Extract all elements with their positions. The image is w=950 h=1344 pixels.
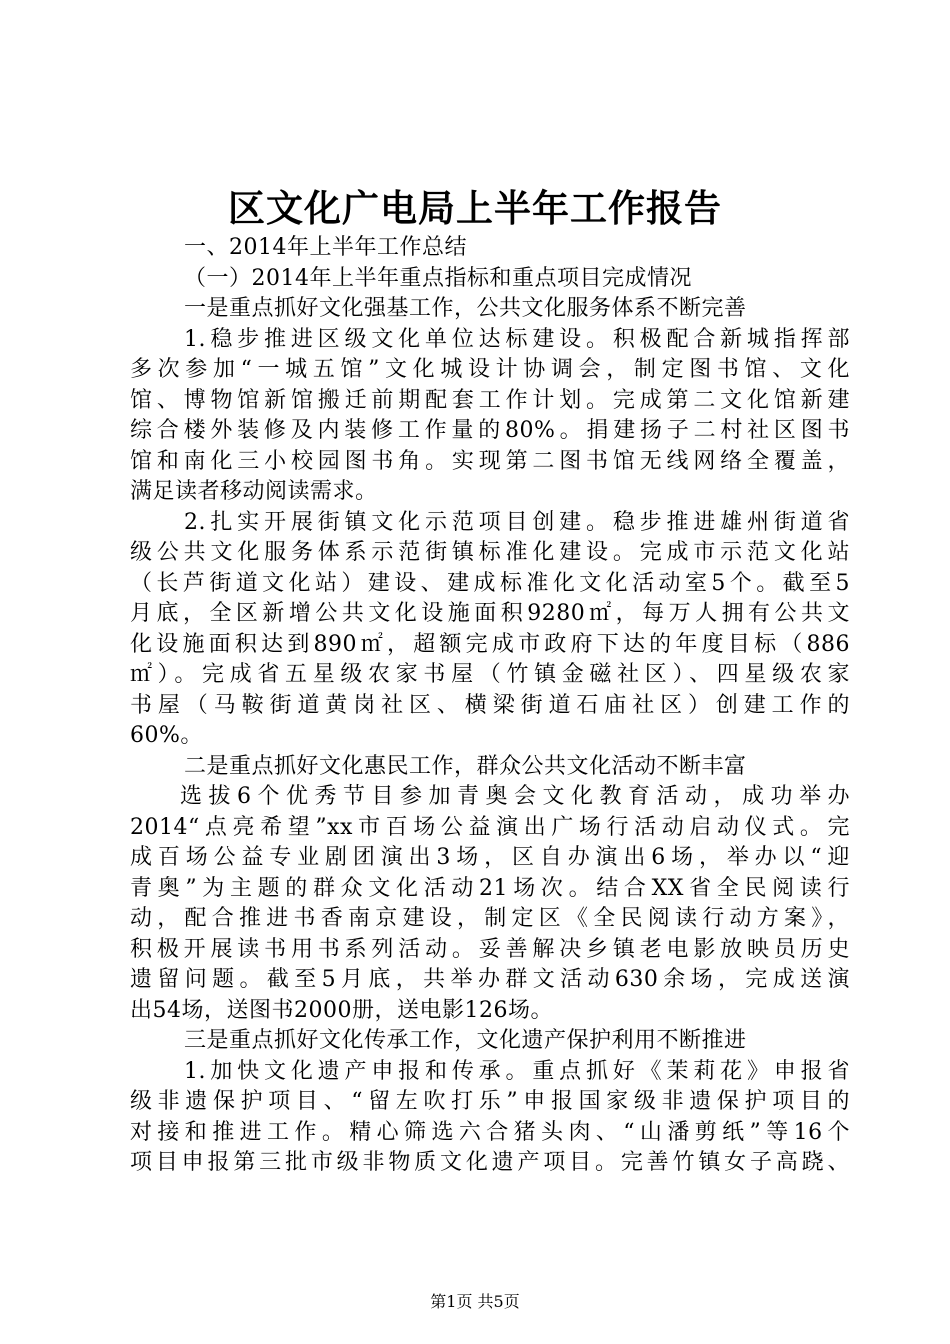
body-line: 馆、博物馆新馆搬迁前期配套工作计划。完成第二文化馆新建 [130, 387, 850, 413]
body-line: 级公共文化服务体系示范街镇标准化建设。完成市示范文化站 [130, 540, 850, 565]
body-line: 书屋（马鞍街道黄岗社区、横梁街道石庙社区）创建工作的 [130, 692, 850, 718]
body-line: 1.加快文化遗产申报和传承。重点抓好《茉莉花》申报省 [184, 1058, 850, 1084]
document-title: 区文化广电局上半年工作报告 [228, 187, 722, 230]
body-line: 成百场公益专业剧团演出3场，区自办演出6场，举办以“迎 [130, 845, 850, 870]
body-line: 项目申报第三批市级非物质文化遗产项目。完善竹镇女子高跷、 [130, 1150, 850, 1175]
body-line: 综合楼外装修及内装修工作量的80%。捐建扬子二村社区图书 [130, 418, 850, 443]
body-line: 选拔6个优秀节目参加青奥会文化教育活动，成功举办 [180, 784, 850, 809]
body-line: 多次参加“一城五馆”文化城设计协调会，制定图书馆、文化 [130, 357, 850, 382]
body-line: 月底，全区新增公共文化设施面积9280㎡，每万人拥有公共文 [130, 601, 850, 626]
section-heading: 一、2014年上半年工作总结 [184, 235, 467, 260]
paragraph-heading: 三是重点抓好文化传承工作，文化遗产保护利用不断推进 [184, 1028, 747, 1053]
body-line: 积极开展读书用书系列活动。妥善解决乡镇老电影放映员历史 [130, 936, 850, 962]
paragraph-heading: 二是重点抓好文化惠民工作，群众公共文化活动不断丰富 [184, 753, 747, 779]
body-line: 1.稳步推进区级文化单位达标建设。积极配合新城指挥部 [184, 326, 850, 352]
page-footer: 第1页 共5页 [430, 1292, 520, 1311]
body-line: 化设施面积达到890㎡，超额完成市政府下达的年度目标（886 [130, 631, 850, 657]
body-line: 对接和推进工作。精心筛选六合猪头肉、“山潘剪纸”等16个 [130, 1119, 850, 1145]
body-line: 级非遗保护项目、“留左吹打乐”申报国家级非遗保护项目的 [130, 1089, 850, 1114]
body-line: （长芦街道文化站）建设、建成标准化文化活动室5个。截至5 [130, 570, 850, 596]
body-line: 满足读者移动阅读需求。 [130, 479, 378, 504]
body-line: 2.扎实开展街镇文化示范项目创建。稳步推进雄州街道省 [184, 509, 850, 535]
body-line: 遗留问题。截至5月底，共举办群文活动630余场，完成送演 [130, 967, 850, 992]
subsection-heading: （一）2014年上半年重点指标和重点项目完成情况 [184, 265, 692, 291]
body-line: ㎡）。完成省五星级农家书屋（竹镇金磁社区）、四星级农家 [130, 662, 850, 687]
body-line: 动，配合推进书香南京建设，制定区《全民阅读行动方案》， [130, 906, 850, 931]
paragraph-heading: 一是重点抓好文化强基工作，公共文化服务体系不断完善 [184, 296, 747, 321]
body-line: 60%。 [130, 723, 203, 748]
body-line: 出54场，送图书2000册，送电影126场。 [130, 997, 553, 1023]
body-line: 馆和南化三小校园图书角。实现第二图书馆无线网络全覆盖， [130, 448, 850, 474]
body-line: 2014“点亮希望”xx市百场公益演出广场行活动启动仪式。完 [130, 814, 850, 840]
document-body [130, 233, 850, 1179]
body-line: 青奥”为主题的群众文化活动21场次。结合XX省全民阅读行 [130, 875, 850, 901]
